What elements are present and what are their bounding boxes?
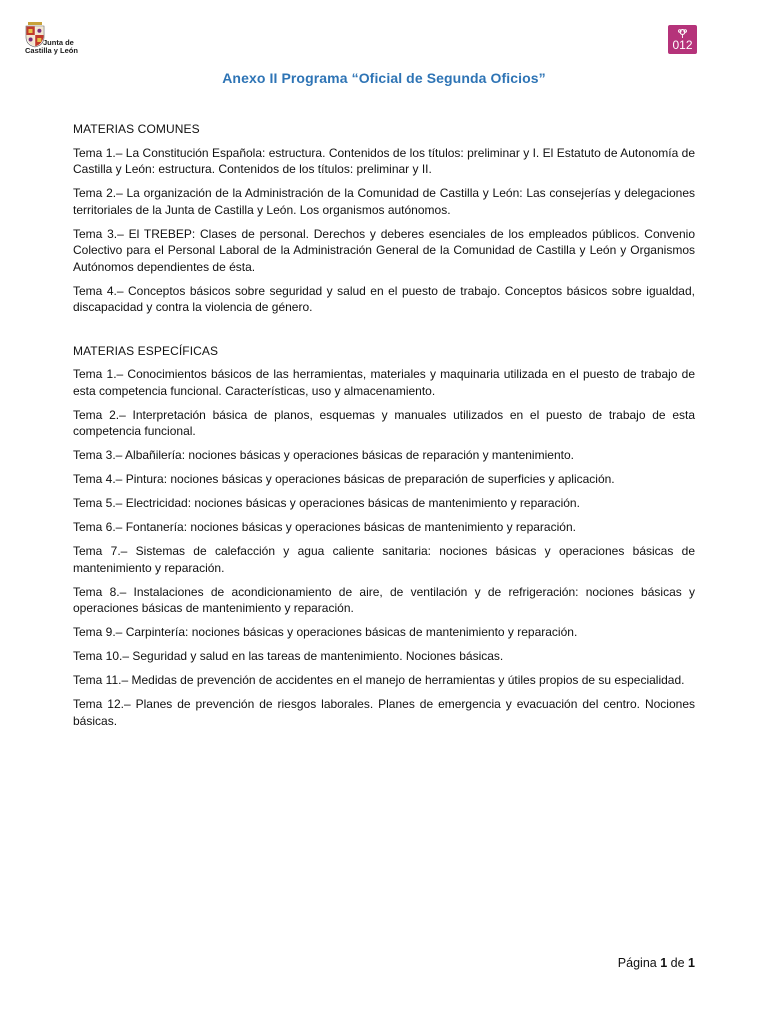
junta-logo-line1: Junta de (43, 38, 74, 47)
topic-item: Tema 4.– Pintura: nociones básicas y operaciones básicas de preparación de superficies y aplicación. (73, 472, 615, 486)
total-pages: 1 (688, 956, 695, 970)
topic-item: Tema 11.– Medidas de prevención de accidentes en el manejo de herramientas y útiles propios de su especialidad. (73, 673, 685, 687)
topic-item: Tema 3.– Albañilería: nociones básicas y operaciones básicas de reparación y mantenimiento. (73, 448, 574, 462)
of-word: de (670, 956, 685, 970)
topic-item: Tema 5.– Electricidad: nociones básicas y operaciones básicas de mantenimiento y reparación. (73, 496, 580, 510)
page-number (618, 956, 695, 970)
topic-item: Tema 3.– El TREBEP: Clases de personal. Derechos y deberes esenciales de los empleados públicos. Convenio Colectivo para el Personal Laboral de la Administración General de la Comunidad de Castilla y León y Organismos Autónomos dependientes de ésta. (73, 226, 695, 274)
topic-item: Tema 1.– Conocimientos básicos de las herramientas, materiales y maquinaria utilizada en el puesto de trabajo de esta competencia funcional. Características, uso y almacenamiento. (73, 367, 695, 398)
section-materias-especificas (73, 343, 695, 730)
page-title: Anexo II Programa “Oficial de Segunda Oficios” (222, 70, 546, 86)
topic-item: Tema 2.– La organización de la Administración de la Comunidad de Castilla y León: Las consejerías y delegaciones territoriales de la Junta de Castilla y León. Los organismos autónomos. (73, 186, 695, 217)
topic-item: Tema 10.– Seguridad y salud en las tareas de mantenimiento. Nociones básicas. (73, 649, 504, 663)
topic-item: Tema 7.– Sistemas de calefacción y agua caliente sanitaria: nociones básicas y operaciones básicas de mantenimiento y reparación. (73, 544, 695, 575)
logo-012-icon (668, 25, 697, 54)
topic-item: Tema 9.– Carpintería: nociones básicas y operaciones básicas de mantenimiento y reparación. (73, 625, 578, 639)
page-word: Página (617, 956, 657, 970)
topic-item: Tema 8.– Instalaciones de acondicionamiento de aire, de ventilación y de refrigeración: nociones básicas y operaciones básicas de mantenimiento y reparación. (73, 584, 695, 615)
current-page: 1 (660, 956, 668, 970)
document-body (73, 121, 695, 737)
topic-item: Tema 1.– La Constitución Española: estructura. Contenidos de los títulos: preliminar y I. El Estatuto de Autonomía de Castilla y León: estructura. Contenidos de los títulos: preliminar y II. (73, 145, 695, 176)
topic-item: Tema 6.– Fontanería: nociones básicas y operaciones básicas de mantenimiento y reparación. (73, 520, 576, 534)
topic-item: Tema 4.– Conceptos básicos sobre seguridad y salud en el puesto de trabajo. Conceptos básicos sobre igualdad, discapacidad y contra la violencia de género. (73, 283, 695, 314)
topic-item: Tema 12.– Planes de prevención de riesgos laborales. Planes de emergencia y evacuación del centro. Nociones básicas. (73, 697, 695, 728)
junta-castilla-leon-logo (24, 20, 94, 60)
junta-logo-text (25, 39, 78, 55)
section-heading: MATERIAS ESPECÍFICAS (73, 343, 219, 358)
section-heading: MATERIAS COMUNES (73, 122, 200, 136)
logo-012 (668, 25, 697, 54)
topic-item: Tema 2.– Interpretación básica de planos, esquemas y manuales utilizados en el puesto de trabajo de esta competencia funcional. (73, 407, 695, 438)
section-materias-comunes (73, 121, 695, 316)
junta-logo-line2: Castilla y León (25, 46, 78, 55)
logo-012-text: 012 (672, 38, 693, 52)
